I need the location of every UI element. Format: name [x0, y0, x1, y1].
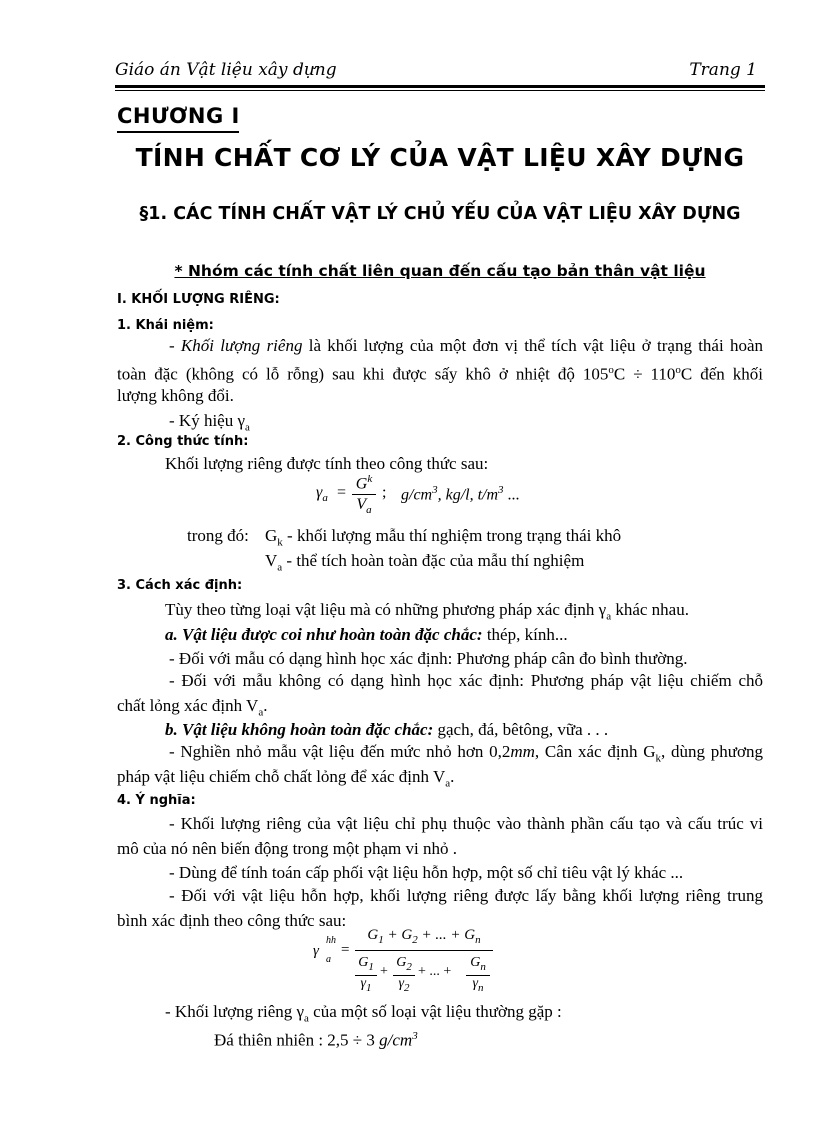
- plus: +: [380, 964, 388, 979]
- units: [401, 484, 520, 504]
- text: .: [263, 696, 268, 715]
- text: Đá thiên nhiên : 2,5 ÷ 3: [214, 1030, 380, 1050]
- u2: , kg/l, t/m: [437, 486, 499, 504]
- text: , dùng phương: [661, 742, 763, 761]
- text: khác nhau.: [611, 600, 689, 619]
- text: , Cân xác định G: [534, 742, 656, 761]
- g: G: [396, 955, 407, 970]
- header-rule-thick: [115, 85, 765, 88]
- formula-lhs: [313, 943, 319, 960]
- den-g2: [393, 955, 415, 973]
- sub: k: [277, 536, 283, 549]
- sub: a: [258, 706, 264, 719]
- chapter-underline: [117, 131, 239, 133]
- g: G: [367, 927, 379, 943]
- chapter-title: TÍNH CHẤT CƠ LÝ CỦA VẬT LIỆU XÂY DỰNG: [135, 143, 745, 172]
- text: - Ký hiệu γ: [169, 411, 245, 430]
- den-y1: [355, 976, 377, 994]
- sub-a: a: [326, 954, 331, 965]
- label: b. Vật liệu không hoàn toàn đặc chắc:: [165, 720, 434, 739]
- sub: a: [366, 504, 372, 517]
- sup: 3: [498, 484, 504, 496]
- running-header: [115, 58, 763, 84]
- sub: 2: [404, 981, 410, 994]
- sub: a: [277, 561, 283, 574]
- numerator: [356, 927, 492, 946]
- sub: a: [304, 1012, 309, 1025]
- fraction-bar: [352, 494, 376, 495]
- significance-p1-line-2: mô của nó nên biến động trong một phạm vi nhỏ .: [117, 839, 457, 858]
- text: - Nghiền nhỏ mẫu vật liệu đến mức nhỏ hơn 0,2: [169, 742, 511, 761]
- concept-text: là khối lượng của một đơn vị thể tích vật liệu ở trạng thái hoàn: [302, 336, 763, 355]
- text: - Khối lượng riêng γ: [165, 1002, 305, 1021]
- method-a: [165, 622, 568, 647]
- text: C ÷ 110: [613, 364, 676, 384]
- sup: k: [367, 473, 373, 485]
- heading-significance: 4. Ý nghĩa:: [117, 793, 196, 808]
- g: G: [358, 955, 369, 970]
- sup-hh: hh: [326, 935, 336, 946]
- sub: k: [655, 752, 662, 765]
- significance-p3-line-1: - Đối với vật liệu hỗn hợp, khối lượng riêng được lấy bằng khối lượng riêng trung: [169, 886, 763, 905]
- sup: 3: [432, 484, 438, 496]
- group-heading: * Nhóm các tính chất liên quan đến cấu tạo bản thân vật liệu: [174, 262, 706, 280]
- heading-density: I. KHỐI LƯỢNG RIÊNG:: [117, 292, 280, 307]
- text: pháp vật liệu chiếm chỗ chất lỏng để xác định V: [117, 767, 446, 786]
- significance-p5: [214, 1024, 418, 1053]
- den-gn: [466, 955, 490, 973]
- g: + ... + G: [417, 927, 476, 943]
- v: V: [356, 496, 367, 513]
- sub: 1: [366, 981, 372, 994]
- heading-concept: 1. Khái niệm:: [117, 318, 214, 333]
- sub: a: [445, 777, 451, 790]
- text: của một số loại vật liệu thường gặp :: [308, 1002, 562, 1021]
- text: - thể tích hoàn toàn đặc của mẫu thí nghiệm: [282, 551, 585, 570]
- text: gạch, đá, bêtông, vữa . . .: [433, 720, 609, 739]
- gamma: γ: [313, 943, 319, 959]
- main-fraction-bar: [355, 950, 493, 951]
- gamma: γ: [316, 484, 323, 501]
- den-yn: [466, 976, 490, 994]
- sub: 2: [406, 960, 412, 973]
- gamma: γ: [398, 976, 405, 991]
- sym: G: [265, 526, 278, 545]
- term-density: Khối lượng riêng: [180, 336, 303, 355]
- degree-sup: o: [675, 364, 681, 376]
- label: a. Vật liệu được coi như hoàn toàn đặc chắc:: [165, 625, 483, 644]
- concept-line-3: lượng không đổi.: [117, 386, 234, 405]
- sub: n: [475, 934, 481, 946]
- equals: =: [341, 942, 350, 958]
- text: C đến khối: [680, 364, 764, 384]
- denominator: [352, 496, 376, 516]
- header-page-number: Trang 1: [689, 60, 757, 80]
- sub: n: [480, 960, 486, 973]
- chapter-label: CHƯƠNG I: [117, 104, 240, 128]
- sub: a: [244, 421, 250, 434]
- separator: ;: [382, 484, 387, 501]
- where-label: trong đó:: [187, 526, 249, 545]
- heading-formula: 2. Công thức tính:: [117, 434, 249, 449]
- section-title: §1. CÁC TÍNH CHẤT VẬT LÝ CHỦ YẾU CỦA VẬT LIỆU XÂY DỰNG: [139, 204, 741, 224]
- g: + G: [383, 927, 413, 943]
- text: chất lỏng xác định V: [117, 696, 259, 715]
- heading-method: 3. Cách xác định:: [117, 578, 243, 593]
- den-y2: [393, 976, 415, 994]
- unit: mm: [510, 742, 535, 761]
- method-a1: - Đối với mẫu có dạng hình học xác định: Phương pháp cân đo bình thường.: [169, 649, 688, 668]
- significance-p3-line-2: bình xác định theo công thức sau:: [117, 911, 347, 930]
- text: .: [450, 767, 455, 786]
- g: G: [355, 475, 368, 493]
- unit: g/cm: [379, 1030, 413, 1050]
- text: - khối lượng mẫu thí nghiệm trong trạng thái khô: [282, 526, 622, 545]
- gamma: γ: [360, 976, 367, 991]
- header-left: Giáo án Vật liệu xây dựng: [115, 60, 337, 80]
- degree-sup: o: [608, 364, 614, 376]
- sub: 1: [378, 934, 384, 946]
- header-rule-thin: [115, 90, 765, 91]
- den-g1: [355, 955, 377, 973]
- significance-p2: - Dùng để tính toán cấp phối vật liệu hỗn hợp, một số chỉ tiêu vật lý khác ...: [169, 863, 684, 882]
- tail: ...: [503, 486, 520, 504]
- definition-va: [265, 548, 584, 580]
- sub: a: [322, 492, 328, 505]
- u1: g/cm: [401, 486, 433, 504]
- sym: V: [265, 551, 278, 570]
- gamma: γ: [472, 976, 479, 991]
- method-b1-line-2: [117, 764, 454, 796]
- formula-lhs: [316, 484, 328, 504]
- text: thép, kính...: [482, 625, 568, 644]
- formula-intro: Khối lượng riêng được tính theo công thức sau:: [165, 454, 489, 473]
- sub: n: [478, 981, 484, 994]
- plus-dots: + ... +: [418, 964, 452, 979]
- sup: 3: [412, 1030, 418, 1042]
- text: toàn đặc (không có lỗ rỗng) sau khi được sấy khô ở nhiệt độ 105: [117, 364, 609, 384]
- significance-p1-line-1: - Khối lượng riêng của vật liệu chỉ phụ thuộc vào thành phần cấu tạo và cấu trúc vi: [169, 814, 763, 833]
- g: G: [470, 955, 481, 970]
- sub: a: [606, 610, 612, 623]
- text: Tùy theo từng loại vật liệu mà có những phương pháp xác định γ: [165, 600, 607, 619]
- sub: 2: [412, 934, 418, 946]
- method-a2-line-1: - Đối với mẫu không có dạng hình học xác định: Phương pháp vật liệu chiếm chỗ: [169, 671, 763, 690]
- equals: =: [337, 484, 347, 501]
- concept-line-1: [117, 333, 763, 358]
- numerator: [352, 473, 376, 493]
- dash: -: [169, 336, 181, 355]
- sub: 1: [368, 960, 374, 973]
